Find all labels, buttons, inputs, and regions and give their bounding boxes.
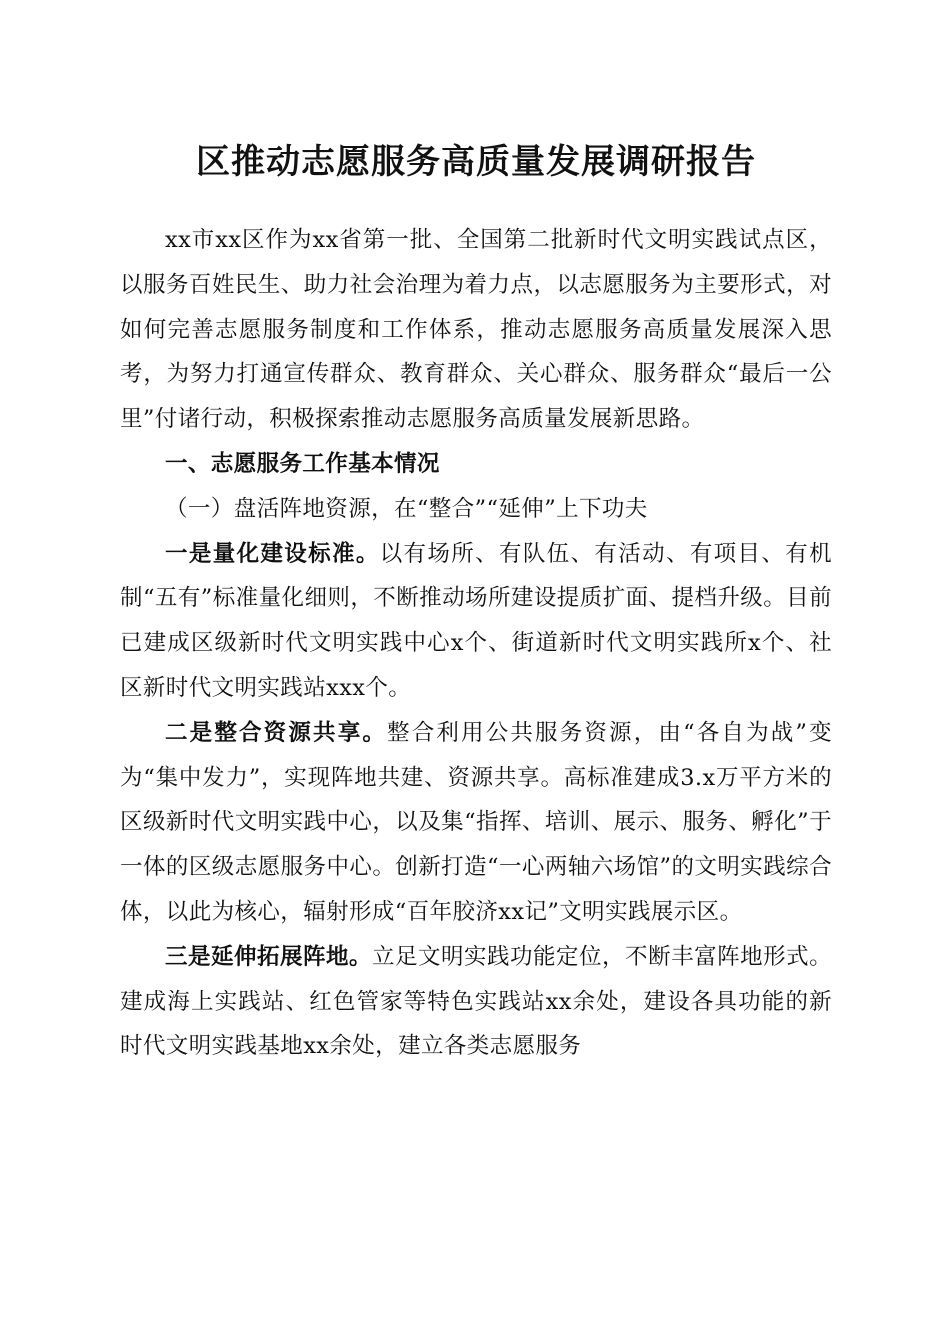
item-paragraph [120, 711, 832, 935]
document-body [120, 218, 832, 1069]
section-heading: 一、志愿服务工作基本情况 [165, 450, 440, 477]
item-lead: 二是整合资源共享。 [165, 719, 388, 746]
item-text: 立足文明实践功能定位，不断丰富阵地形式。建成海上实践站、红色管家等特色实践站xx余处，建设各具功能的新时代文明实践基地xx余处，建立各类志愿服务 [120, 943, 832, 1060]
item-text: 整合利用公共服务资源，由“各自为战”变为“集中发力”，实现阵地共建、资源共享。高标准建成3.x万平方米的区级新时代文明实践中心，以及集“指挥、培训、展示、服务、孵化”于一体的区级志愿服务中心。创新打造“一心两轴六场馆”的文明实践综合体，以此为核心，辐射形成“百年胶济xx记”文明实践展示区。 [120, 719, 832, 925]
item-paragraph [120, 935, 832, 1069]
item-lead: 三是延伸拓展阵地。 [165, 943, 373, 970]
item-paragraph [120, 532, 832, 711]
subsection-heading: （一）盘活阵地资源，在“整合”“延伸”上下功夫 [165, 495, 648, 522]
item-lead: 一是量化建设标准。 [165, 540, 380, 567]
intro-paragraph: xx市xx区作为xx省第一批、全国第二批新时代文明实践试点区，以服务百姓民生、助力社会治理为着力点，以志愿服务为主要形式，对如何完善志愿服务制度和工作体系，推动志愿服务高质量发展深入思考，为努力打通宣传群众、教育群众、关心群众、服务群众“最后一公里”付诸行动，积极探索推动志愿服务高质量发展新思路。 [120, 227, 832, 433]
document-title: 区推动志愿服务高质量发展调研报告 [196, 142, 756, 182]
item-text: 以有场所、有队伍、有活动、有项目、有机制“五有”标准量化细则，不断推动场所建设提质扩面、提档升级。目前已建成区级新时代文明实践中心x个、街道新时代文明实践所x个、社区新时代文明实践站xxx个。 [120, 540, 832, 701]
